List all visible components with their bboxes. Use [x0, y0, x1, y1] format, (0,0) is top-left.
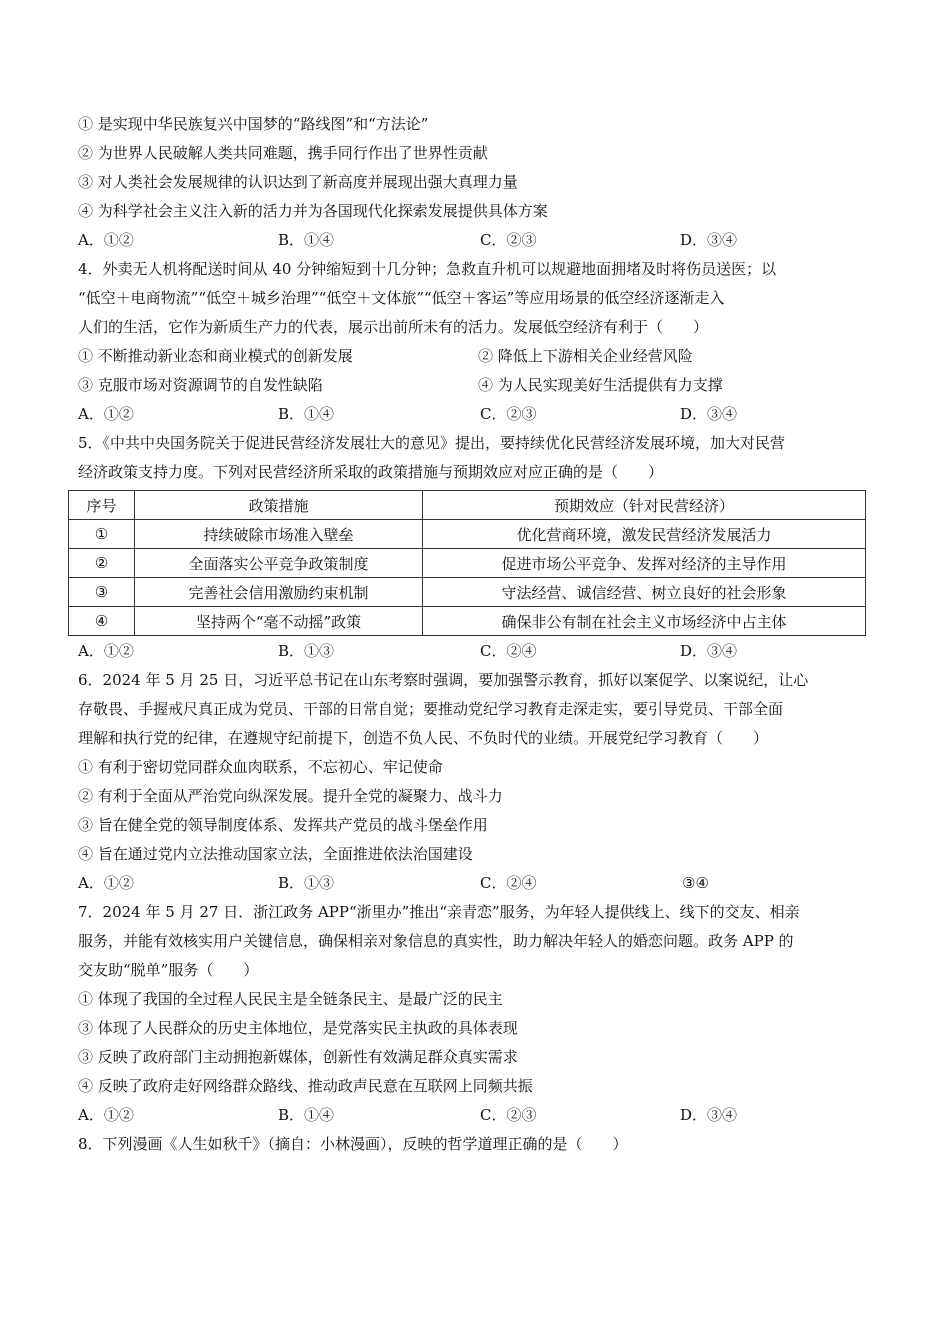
- q7-statement-3: ③ 反映了政府部门主动拥抱新媒体，创新性有效满足群众真实需求: [78, 1048, 518, 1066]
- q7-stem-line-2: 服务，并能有效核实用户关键信息，确保相亲对象信息的真实性，助力解决年轻人的婚恋问题。政务 APP 的: [78, 932, 794, 950]
- q3-option-c: C．②③: [480, 231, 537, 249]
- q3-statement-4: ④ 为科学社会主义注入新的活力并为各国现代化探索发展提供具体方案: [78, 202, 548, 220]
- q6-statement-2: ② 有利于全面从严治党向纵深发展。提升全党的凝聚力、战斗力: [78, 787, 503, 805]
- q8-stem: 8．下列漫画《人生如秋千》（摘自：小林漫画），反映的哲学道理正确的是（ ）: [78, 1135, 628, 1153]
- q5-options: [78, 641, 878, 661]
- q5-option-b: B．①③: [278, 642, 335, 660]
- table-cell-effect: 优化营商环境，激发民营经济发展活力: [423, 520, 866, 549]
- table-cell-measure: 坚持两个“毫不动摇”政策: [135, 607, 423, 636]
- q6-option-c: C．②④: [480, 874, 537, 892]
- table-header-effect: 预期效应（针对民营经济）: [423, 491, 866, 520]
- q7-options: [78, 1105, 878, 1125]
- q6-option-a: A．①②: [78, 874, 134, 892]
- q5-stem-line-2: 经济政策支持力度。下列对民营经济所采取的政策措施与预期效应对应正确的是（ ）: [78, 463, 664, 481]
- q7-option-c: C．②③: [480, 1106, 537, 1124]
- q5-stem-line-1: 5．《中共中央国务院关于促进民营经济发展壮大的意见》提出，要持续优化民营经济发展环境，加大对民营: [78, 434, 786, 452]
- q7-stem-line-1: 7．2024 年 5 月 27 日．浙江政务 APP“浙里办”推出“亲青恋”服务，为年轻人提供线上、线下的交友、相亲: [78, 903, 800, 921]
- q7-statement-4: ④ 反映了政府走好网络群众路线、推动政声民意在互联网上同频共振: [78, 1077, 533, 1095]
- table-cell-index: ①: [69, 520, 135, 549]
- q3-option-b: B．①④: [278, 231, 335, 249]
- table-cell-index: ④: [69, 607, 135, 636]
- q6-statement-1: ① 有利于密切党同群众血肉联系，不忘初心、牢记使命: [78, 758, 443, 776]
- table-header-index: 序号: [69, 491, 135, 520]
- q4-options: [78, 404, 878, 424]
- q4-stem-line-3: 人们的生活，它作为新质生产力的代表，展示出前所未有的活力。发展低空经济有利于（ ）: [78, 318, 709, 336]
- table-row: [69, 520, 866, 549]
- q4-option-b: B．①④: [278, 405, 335, 423]
- table-cell-effect: 促进市场公平竞争、发挥对经济的主导作用: [423, 549, 866, 578]
- q4-option-a: A．①②: [78, 405, 134, 423]
- q3-statement-3: ③ 对人类社会发展规律的认识达到了新高度并展现出强大真理力量: [78, 173, 518, 191]
- q7-stem-line-3: 交友助“脱单”服务（ ）: [78, 961, 259, 979]
- q4-stem-line-1: 4．外卖无人机将配送时间从 40 分钟缩短到十几分钟；急救直升机可以规避地面拥堵及时将伤员送医；以: [78, 260, 777, 278]
- q3-statement-2: ② 为世界人民破解人类共同难题，携手同行作出了世界性贡献: [78, 144, 488, 162]
- q4-option-d: D．③④: [680, 405, 738, 423]
- q6-stem-line-2: 存敬畏、手握戒尺真正成为党员、干部的日常自觉；要推动党纪学习教育走深走实，要引导党员、干部全面: [78, 700, 784, 718]
- q6-option-b: B．①③: [278, 874, 335, 892]
- q6-statement-3: ③ 旨在健全党的领导制度体系、发挥共产党员的战斗堡垒作用: [78, 816, 488, 834]
- table-row: [69, 607, 866, 636]
- table-cell-effect: 守法经营、诚信经营、树立良好的社会形象: [423, 578, 866, 607]
- q5-option-d: D．③④: [680, 642, 738, 660]
- table-cell-measure: 持续破除市场准入壁垒: [135, 520, 423, 549]
- table-cell-index: ②: [69, 549, 135, 578]
- q6-stem-line-1: 6．2024 年 5 月 25 日，习近平总书记在山东考察时强调，要加强警示教育，抓好以案促学、以案说纪，让心: [78, 671, 809, 689]
- q3-statement-1: ① 是实现中华民族复兴中国梦的“路线图”和“方法论”: [78, 115, 429, 133]
- q7-option-b: B．①④: [278, 1106, 335, 1124]
- table-cell-measure: 全面落实公平竞争政策制度: [135, 549, 423, 578]
- table-cell-index: ③: [69, 578, 135, 607]
- q4-statement-4: ④ 为人民实现美好生活提供有力支撑: [478, 376, 723, 394]
- table-header-row: [69, 491, 866, 520]
- q4-stem-line-2: “低空＋电商物流”“低空＋城乡治理”“低空＋文体旅”“低空＋客运”等应用场景的低空经济逐渐走入: [78, 289, 725, 307]
- q6-stem-line-3: 理解和执行党的纪律，在遵规守纪前提下，创造不负人民、不负时代的业绩。开展党纪学习教育（ ）: [78, 729, 769, 747]
- q4-statement-1: ① 不断推动新业态和商业模式的创新发展: [78, 347, 353, 365]
- table-row: [69, 549, 866, 578]
- q3-option-a: A．①②: [78, 231, 134, 249]
- table-row: [69, 578, 866, 607]
- q5-option-a: A．①②: [78, 642, 134, 660]
- policy-table: [68, 490, 866, 636]
- q6-options: [78, 873, 878, 893]
- q6-option-d: ③④: [682, 874, 709, 892]
- q5-option-c: C．②④: [480, 642, 537, 660]
- q7-statement-1: ① 体现了我国的全过程人民民主是全链条民主、是最广泛的民主: [78, 990, 503, 1008]
- table-header-measure: 政策措施: [135, 491, 423, 520]
- q7-option-d: D．③④: [680, 1106, 738, 1124]
- q3-options: [78, 230, 878, 250]
- table-cell-measure: 完善社会信用激励约束机制: [135, 578, 423, 607]
- q4-statement-2: ② 降低上下游相关企业经营风险: [478, 347, 693, 365]
- q7-option-a: A．①②: [78, 1106, 134, 1124]
- q3-option-d: D．③④: [680, 231, 738, 249]
- q7-statement-2: ③ 体现了人民群众的历史主体地位，是党落实民主执政的具体表现: [78, 1019, 518, 1037]
- q4-option-c: C．②③: [480, 405, 537, 423]
- q4-statement-3: ③ 克服市场对资源调节的自发性缺陷: [78, 376, 323, 394]
- table-cell-effect: 确保非公有制在社会主义市场经济中占主体: [423, 607, 866, 636]
- q6-statement-4: ④ 旨在通过党内立法推动国家立法，全面推进依法治国建设: [78, 845, 473, 863]
